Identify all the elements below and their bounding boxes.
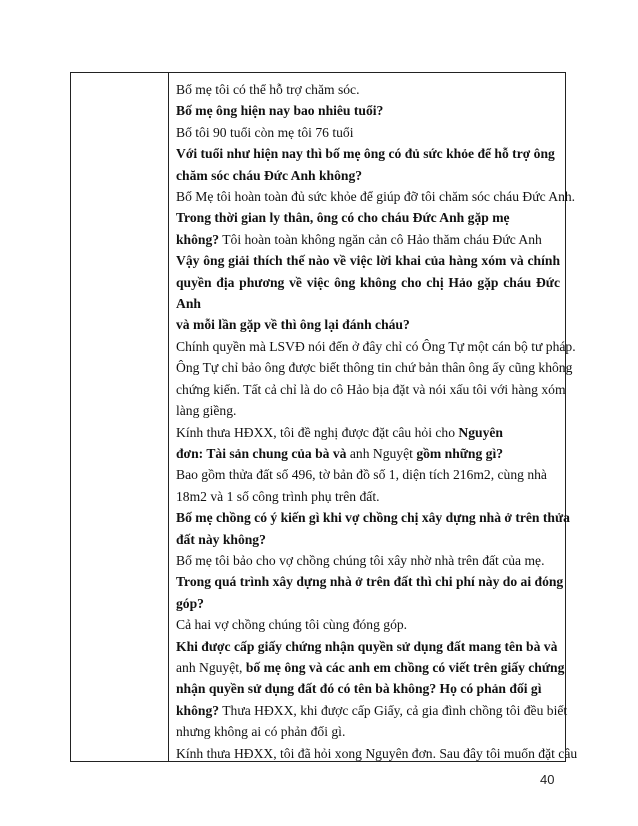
text-span: Tôi hoàn toàn không ngăn cản cô Hảo thăm cháu Đức Anh [219, 231, 542, 247]
text-line [176, 250, 560, 271]
text-span: Ông Tự chỉ bảo ông được biết thông tin chứ bản thân ông ấy cũng không [176, 360, 573, 376]
bold-text: Trong thời gian ly thân, ông có cho cháu Đức Anh gặp mẹ [176, 210, 510, 226]
text-line [176, 593, 560, 614]
text-span: 18m2 và 1 số công trình phụ trên đất. [176, 488, 380, 504]
text-line [176, 336, 576, 357]
text-line [176, 678, 560, 699]
text-span: Bố Mẹ tôi hoàn toàn đủ sức khỏe để giúp đỡ tôi chăm sóc cháu Đức Anh. [176, 189, 576, 205]
text-span: Bao gồm thửa đất số 496, tờ bản đồ số 1, diện tích 216m2, cùng nhà [176, 467, 547, 483]
bold-text: Khi được cấp giấy chứng nhận quyền sử dụng đất mang tên bà và [176, 638, 558, 654]
text-line [176, 614, 560, 635]
bold-text: không? [176, 231, 220, 247]
text-line [176, 443, 560, 464]
text-span: Bố mẹ tôi có thể hỗ trợ chăm sóc. [176, 82, 360, 97]
text-line [176, 314, 560, 335]
bold-text: chăm sóc cháu Đức Anh không? [176, 167, 363, 183]
page-number: 40 [540, 772, 555, 787]
bold-text: Bố mẹ chồng có ý kiến gì khi vợ chồng chị xây dựng nhà ở trên thửa [176, 510, 570, 526]
document-body [176, 79, 578, 764]
bold-text: không? [176, 702, 220, 718]
bold-text: đơn: Tài sản chung của bà và [176, 445, 350, 461]
text-line [176, 186, 576, 207]
text-span: chứng kiến. Tất cả chỉ là do cô Hảo bịa đặt và nói xấu tôi với hàng xóm [176, 381, 566, 397]
text-line [176, 571, 564, 592]
text-line [176, 550, 560, 571]
text-line [176, 165, 560, 186]
bold-text: Bố mẹ ông hiện nay bao nhiêu tuổi? [176, 103, 384, 119]
text-span: Bố tôi 90 tuổi còn mẹ tôi 76 tuổi [176, 124, 354, 140]
text-line [176, 464, 560, 485]
text-line [176, 207, 560, 228]
bold-text: nhận quyền sử dụng đất đó có tên bà không? Họ có phản đối gì [176, 681, 542, 697]
text-span: Kính thưa HĐXX, tôi đã hỏi xong Nguyên đơn. Sau đây tôi muốn đặt câu [176, 745, 578, 761]
text-line [176, 122, 560, 143]
text-line [176, 143, 560, 164]
text-span: làng giềng. [176, 403, 237, 419]
bold-text: Vậy ông giải thích thế nào về việc lời khai của hàng xóm và chính [176, 253, 560, 269]
bold-text: đất này không? [176, 531, 266, 547]
text-line [176, 529, 560, 550]
bold-text: Với tuổi như hiện nay thì bố mẹ ông có đủ sức khỏe để hỗ trợ ông [176, 146, 555, 162]
text-line [176, 636, 560, 657]
text-span: Bố mẹ tôi bảo cho vợ chồng chúng tôi xây nhờ nhà trên đất của mẹ. [176, 552, 545, 568]
text-line [176, 79, 560, 100]
text-line [176, 507, 570, 528]
text-line [176, 721, 560, 742]
bold-text: Nguyên [458, 424, 503, 440]
text-span: Thưa HĐXX, khi được cấp Giấy, cả gia đình chồng tôi đều biết [219, 702, 568, 718]
bold-text: Trong quá trình xây dựng nhà ở trên đất thì chi phí này do ai đóng [176, 574, 564, 590]
text-span: Chính quyền mà LSVĐ nói đến ở đây chỉ có Ông Tự một cán bộ tư pháp. [176, 338, 576, 354]
text-line [176, 422, 560, 443]
text-line [176, 272, 560, 315]
text-line [176, 486, 560, 507]
text-line [176, 743, 578, 764]
text-span: nhưng không ai có phản đối gì. [176, 724, 346, 740]
text-span: anh Nguyệt, [176, 659, 246, 675]
column-divider [168, 72, 169, 762]
bold-text: bố mẹ ông và các anh em chồng có viết trên giấy chứng [245, 659, 565, 675]
text-line [176, 657, 565, 678]
text-line [176, 400, 560, 421]
text-line [176, 700, 568, 721]
text-span: Cả hai vợ chồng chúng tôi cùng đóng góp. [176, 617, 408, 633]
bold-text: quyền địa phương về việc ông không cho chị Hảo gặp cháu Đức Anh [176, 274, 560, 312]
bold-text: và mỗi lần gặp về thì ông lại đánh cháu? [176, 317, 410, 333]
text-span: anh Nguyệt [349, 445, 417, 461]
bold-text: góp? [176, 595, 204, 611]
bold-text: gồm những gì? [416, 445, 504, 461]
text-line [176, 229, 560, 250]
text-line [176, 379, 566, 400]
text-span: Kính thưa HĐXX, tôi đề nghị được đặt câu hỏi cho [176, 424, 459, 440]
text-line [176, 357, 573, 378]
text-line [176, 100, 560, 121]
